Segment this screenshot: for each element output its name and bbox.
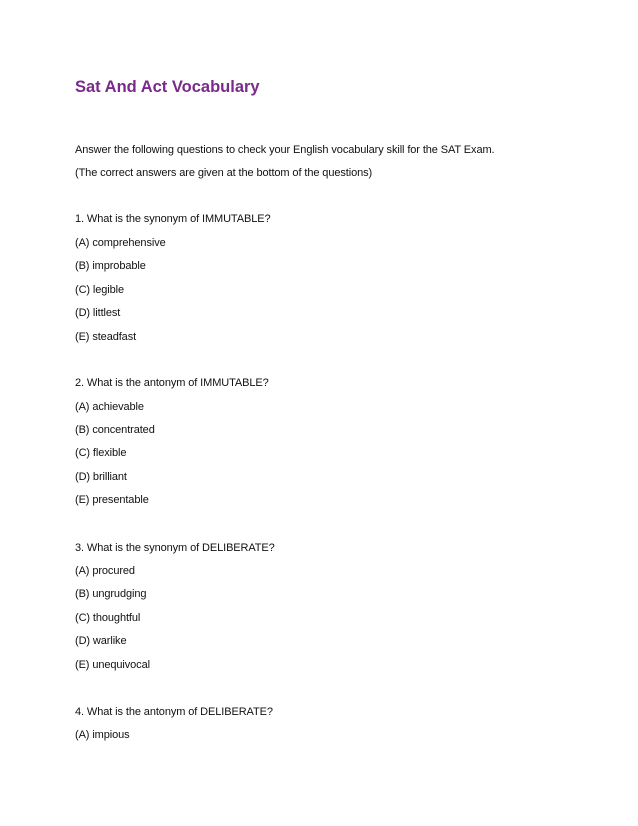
answer-option: (B) concentrated [75,424,155,436]
answer-option: (A) impious [75,729,130,741]
answer-option: (A) procured [75,565,135,577]
answer-option: (B) ungrudging [75,588,147,600]
answer-option: (E) unequivocal [75,659,150,671]
answer-option: (C) flexible [75,447,127,459]
answer-option: (D) warlike [75,635,127,647]
question-prompt: 2. What is the antonym of IMMUTABLE? [75,377,269,389]
question-prompt: 1. What is the synonym of IMMUTABLE? [75,213,271,225]
answer-option: (C) thoughtful [75,612,141,624]
answer-option: (D) littlest [75,307,121,319]
answer-option: (C) legible [75,284,125,296]
document-title: Sat And Act Vocabulary [75,78,260,96]
answer-option: (B) improbable [75,260,146,272]
question-prompt: 3. What is the synonym of DELIBERATE? [75,542,275,554]
intro-text: Answer the following questions to check your English vocabulary skill for the SAT Exam. [75,144,495,156]
question-prompt: 4. What is the antonym of DELIBERATE? [75,706,273,718]
answer-option: (A) achievable [75,401,144,413]
answer-option: (D) brilliant [75,471,127,483]
answer-option: (E) presentable [75,494,149,506]
answer-option: (A) comprehensive [75,237,166,249]
answer-option: (E) steadfast [75,331,137,343]
answers-note: (The correct answers are given at the bottom of the questions) [75,167,373,179]
